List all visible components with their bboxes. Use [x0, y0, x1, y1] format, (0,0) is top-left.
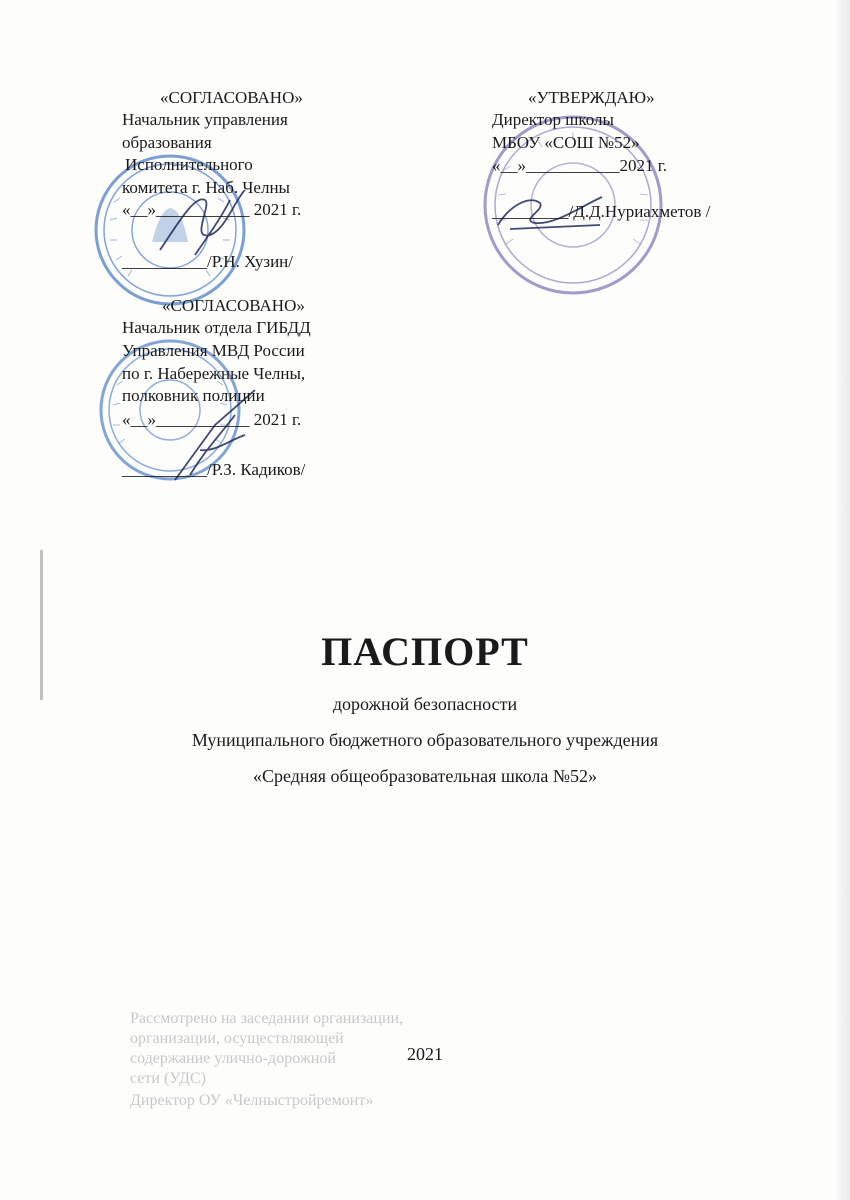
approval-position-line: образования [122, 133, 212, 152]
approval-position-line: по г. Набережные Челны, [122, 364, 306, 383]
scan-artifact [40, 550, 43, 700]
approval-position-line: Управления МВД России [122, 341, 305, 360]
approval-date-line: «__»___________2021 г. [492, 156, 668, 175]
document-year: 2021 [407, 1044, 443, 1064]
approval-heading: «СОГЛАСОВАНО» [162, 296, 305, 315]
approval-date-line: «__»___________ 2021 г. [122, 410, 302, 429]
approval-heading: «УТВЕРЖДАЮ» [528, 88, 655, 107]
bleed-through-text: организации, осуществляющей [130, 1030, 344, 1047]
document-subtitle: дорожной безопасности [332, 694, 518, 714]
document-title: ПАСПОРТ [321, 629, 529, 674]
approval-position-line: полковник полиции [122, 386, 265, 405]
approval-date-line: «__»___________ 2021 г. [122, 200, 302, 219]
approval-position-line: Начальник отдела ГИБДД [122, 318, 311, 337]
approval-signature-line: __________/Р.З. Кадиков/ [122, 460, 306, 479]
document-subtitle: Муниципального бюджетного образовательного учреждения [191, 730, 659, 750]
scan-edge-shadow [836, 0, 850, 1200]
approval-position-line: комитета г. Наб. Челны [122, 178, 290, 197]
bleed-through-text: сети (УДС) [130, 1070, 206, 1087]
approval-signature-line: _________/Д.Д.Нуриахметов / [492, 202, 711, 221]
approval-position-line: Исполнительного [125, 155, 253, 174]
approval-heading: «СОГЛАСОВАНО» [160, 88, 303, 107]
bleed-through-text: содержание улично-дорожной [130, 1050, 336, 1067]
approval-position-line: Начальник управления [122, 110, 288, 129]
document-subtitle: «Средняя общеобразовательная школа №52» [252, 766, 598, 786]
bleed-through-text: Рассмотрено на заседании организации, [130, 1010, 404, 1027]
approval-position-line: МБОУ «СОШ №52» [492, 133, 640, 152]
bleed-through-text: Директор ОУ «Челныстройремонт» [130, 1092, 374, 1109]
approval-signature-line: __________/Р.Н. Хузин/ [122, 252, 293, 271]
approval-position-line: Директор школы [492, 110, 614, 129]
